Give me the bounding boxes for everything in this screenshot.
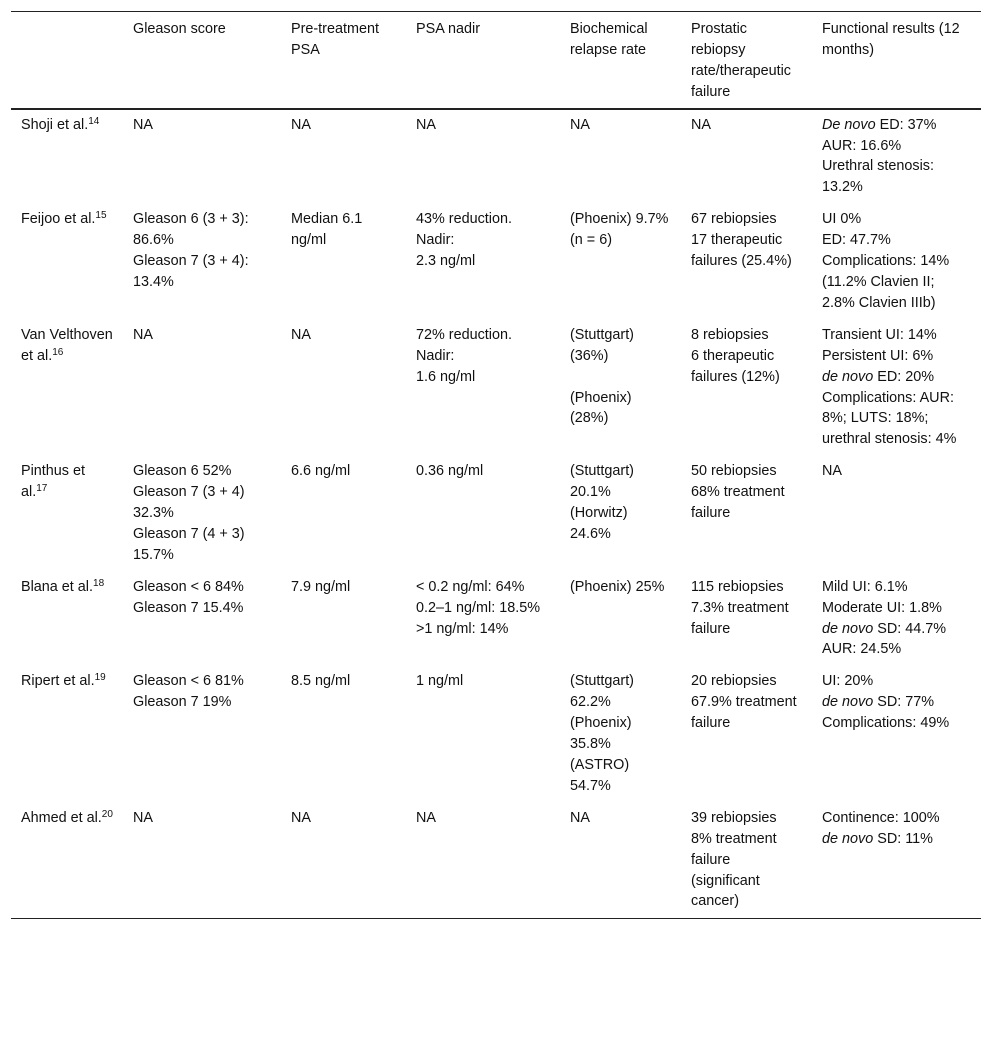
study-cell (11, 320, 123, 456)
nadir-cell (406, 803, 560, 919)
cell-line: Gleason 6 (3 + 3): 86.6% (133, 211, 253, 249)
gleason-cell (123, 456, 281, 572)
cell-line: NA (291, 326, 311, 343)
pre-psa-cell (281, 803, 406, 919)
cell-line: < 0.2 ng/ml: 64% (416, 578, 525, 595)
cell-line: NA (822, 463, 842, 480)
italic-term: De novo (822, 116, 876, 133)
study-cell (11, 803, 123, 919)
gleason-cell (123, 572, 281, 667)
reference-number: 14 (88, 115, 100, 127)
table-row (11, 803, 981, 919)
table-row (11, 572, 981, 667)
cell-line: 2.3 ng/ml (416, 253, 476, 270)
reference-number: 20 (101, 808, 113, 820)
study-name: Ripert et al. (21, 673, 95, 690)
cell-line: Complications: AUR: 8%; LUTS: 18%; urethral stenosis: 4% (822, 389, 958, 448)
pre-psa-cell (281, 572, 406, 667)
cell-line: Median 6.1 ng/ml (291, 211, 367, 249)
cell-line: Moderate UI: 1.8% (822, 599, 942, 616)
table-row (11, 666, 981, 802)
reference-number: 15 (95, 210, 107, 222)
cell-line: 43% reduction. Nadir: (416, 211, 516, 249)
rebiopsy-cell (681, 109, 812, 205)
header-cell-study (11, 12, 123, 109)
cell-line: NA (416, 116, 436, 133)
cell-line: 17 therapeutic failures (25.4%) (691, 232, 792, 270)
cell-line: 8% treatment failure (significant cancer) (691, 830, 781, 910)
cell-line: >1 ng/ml: 14% (416, 620, 509, 637)
cell-line (570, 367, 671, 388)
cell-line: 6.6 ng/ml (291, 463, 351, 480)
cell-line: (Stuttgart) 20.1% (570, 463, 638, 501)
rebiopsy-cell (681, 666, 812, 802)
cell-line: Gleason < 6 81% (133, 673, 244, 690)
table-row (11, 320, 981, 456)
results-table-container (11, 11, 981, 919)
cell-line: 67.9% treatment failure (691, 694, 801, 732)
cell-line: (Phoenix) 9.7% (570, 211, 669, 228)
study-name: Blana et al. (21, 578, 94, 595)
cell-line: 0.2–1 ng/ml: 18.5% (416, 599, 540, 616)
cell-line: de novo ED: 20% (822, 368, 935, 385)
header-cell-relapse: Biochemical relapse rate (570, 21, 648, 58)
cell-line: 6 therapeutic failures (12%) (691, 347, 780, 385)
rebiopsy-cell (681, 320, 812, 456)
cell-line: Transient UI: 14% (822, 326, 937, 343)
cell-line: NA (570, 809, 590, 826)
header-cell-pre-psa: Pre-treatment PSA (291, 21, 379, 58)
cell-line: ED: 47.7% (822, 232, 891, 249)
rebiopsy-cell (681, 456, 812, 572)
cell-line: 68% treatment failure (691, 484, 789, 522)
cell-line: 20 rebiopsies (691, 673, 777, 690)
relapse-cell (560, 109, 681, 205)
cell-line: NA (291, 809, 311, 826)
functional-cell (812, 803, 981, 919)
study-name: Pinthus et al. (21, 463, 85, 501)
functional-cell (812, 572, 981, 667)
functional-cell (812, 456, 981, 572)
italic-term: de novo (822, 694, 874, 711)
study-name: Shoji et al. (21, 116, 89, 133)
cell-line: Gleason 7 (3 + 4): 13.4% (133, 253, 253, 290)
cell-line: 1.6 ng/ml (416, 368, 476, 385)
cell-line: Gleason 7 19% (133, 694, 232, 711)
cell-line: de novo SD: 77% (822, 694, 935, 711)
relapse-cell (560, 320, 681, 456)
cell-line: 72% reduction. Nadir: (416, 326, 516, 364)
cell-line: Gleason 6 52% (133, 463, 232, 480)
relapse-cell (560, 456, 681, 572)
table-header (11, 12, 981, 109)
cell-line: 50 rebiopsies (691, 463, 777, 480)
italic-term: de novo (822, 830, 874, 847)
pre-psa-cell (281, 666, 406, 802)
header-cell-rebiopsy: Prostatic rebiopsy rate/therapeutic failure (691, 21, 791, 100)
nadir-cell (406, 456, 560, 572)
gleason-cell (123, 320, 281, 456)
cell-line: UI 0% (822, 211, 862, 228)
rebiopsy-cell (681, 572, 812, 667)
cell-line: NA (133, 116, 153, 133)
cell-line: Gleason < 6 84% (133, 578, 244, 595)
header-row (11, 12, 981, 109)
cell-line: Persistent UI: 6% (822, 347, 934, 364)
pre-psa-cell (281, 456, 406, 572)
relapse-cell (560, 572, 681, 667)
cell-line: Complications: 14% (11.2% Clavien II; 2.8% Clavien IIIb) (822, 253, 954, 311)
cell-line: 67 rebiopsies (691, 211, 777, 228)
cell-line: Complications: 49% (822, 715, 950, 732)
reference-number: 17 (36, 483, 48, 495)
table-row (11, 204, 981, 320)
study-cell (11, 666, 123, 802)
cell-line: 39 rebiopsies (691, 809, 777, 826)
cell-line: AUR: 24.5% (822, 641, 902, 658)
cell-line: Gleason 7 (3 + 4) 32.3% (133, 484, 249, 522)
study-name: Ahmed et al. (21, 809, 102, 826)
pre-psa-cell (281, 320, 406, 456)
rebiopsy-cell (681, 803, 812, 919)
study-cell (11, 204, 123, 320)
rebiopsy-cell (681, 204, 812, 320)
cell-line: Continence: 100% (822, 809, 940, 826)
pre-psa-cell (281, 204, 406, 320)
functional-cell (812, 204, 981, 320)
cell-line: (ASTRO) 54.7% (570, 757, 634, 794)
header-cell-nadir: PSA nadir (416, 21, 480, 37)
cell-line: AUR: 16.6% (822, 137, 902, 154)
nadir-cell (406, 666, 560, 802)
cell-line: NA (416, 809, 436, 826)
gleason-cell (123, 204, 281, 320)
cell-line: UI: 20% (822, 673, 874, 690)
cell-line: Gleason 7 (4 + 3) 15.7% (133, 525, 249, 563)
cell-line: (Phoenix) 25% (570, 578, 665, 595)
header-cell-functional: Functional results (12 months) (822, 21, 960, 58)
cell-line: Urethral stenosis: 13.2% (822, 158, 938, 196)
nadir-cell (406, 572, 560, 667)
cell-line: 7.9 ng/ml (291, 578, 351, 595)
table-body (11, 109, 981, 919)
cell-line: (Phoenix) (28%) (570, 389, 636, 427)
cell-line: NA (570, 116, 590, 133)
study-name: Feijoo et al. (21, 211, 96, 228)
relapse-cell (560, 204, 681, 320)
functional-cell (812, 320, 981, 456)
nadir-cell (406, 204, 560, 320)
cell-line: 115 rebiopsies (691, 578, 784, 595)
table-row (11, 456, 981, 572)
nadir-cell (406, 320, 560, 456)
study-name: Van Velthoven et al. (21, 326, 113, 364)
gleason-cell (123, 666, 281, 802)
italic-term: de novo (822, 368, 874, 385)
cell-line: NA (291, 116, 311, 133)
results-table (11, 11, 981, 919)
functional-cell (812, 109, 981, 205)
cell-line: Mild UI: 6.1% (822, 578, 908, 595)
cell-line: De novo ED: 37% (822, 116, 937, 133)
cell-line: NA (133, 326, 153, 343)
table-row (11, 109, 981, 205)
italic-term: de novo (822, 620, 874, 637)
cell-line: (n = 6) (570, 232, 612, 249)
cell-line: 0.36 ng/ml (416, 463, 484, 480)
cell-line: NA (691, 116, 711, 133)
header-cell-gleason: Gleason score (133, 21, 226, 37)
cell-line: (Horwitz) 24.6% (570, 505, 632, 542)
cell-line: 8.5 ng/ml (291, 673, 351, 690)
cell-line: 7.3% treatment failure (691, 599, 793, 637)
cell-line: Gleason 7 15.4% (133, 599, 244, 616)
relapse-cell (560, 666, 681, 802)
nadir-cell (406, 109, 560, 205)
functional-cell (812, 666, 981, 802)
cell-line: 1 ng/ml (416, 673, 464, 690)
study-cell (11, 109, 123, 205)
study-cell (11, 572, 123, 667)
reference-number: 16 (52, 346, 64, 358)
cell-line: (Phoenix) 35.8% (570, 715, 636, 753)
gleason-cell (123, 803, 281, 919)
cell-line: de novo SD: 44.7% (822, 620, 947, 637)
study-cell (11, 456, 123, 572)
reference-number: 18 (93, 577, 105, 589)
relapse-cell (560, 803, 681, 919)
cell-line: NA (133, 809, 153, 826)
gleason-cell (123, 109, 281, 205)
cell-line: 8 rebiopsies (691, 326, 769, 343)
cell-line: (Stuttgart) (36%) (570, 326, 638, 364)
pre-psa-cell (281, 109, 406, 205)
cell-line: de novo SD: 11% (822, 830, 933, 847)
cell-line: (Stuttgart) 62.2% (570, 673, 638, 711)
reference-number: 19 (94, 672, 106, 684)
